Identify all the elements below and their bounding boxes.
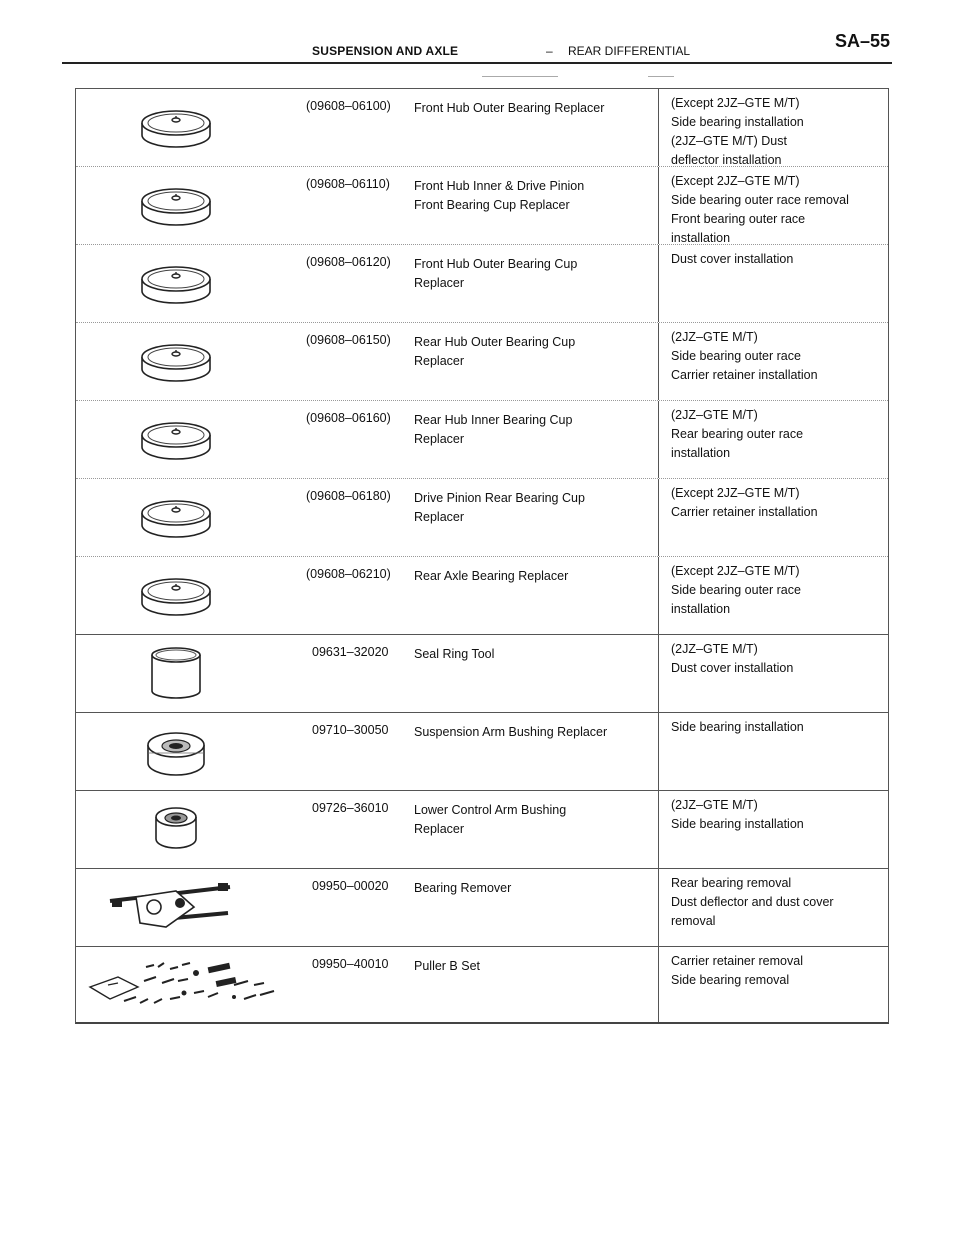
usage-text [671,796,804,834]
part-number: (09608–06100) [306,99,391,113]
usage-line: Front bearing outer race [671,212,806,226]
tool-name [414,333,575,371]
usage-line: Side bearing outer race [671,583,801,597]
usage-text [671,250,793,269]
usage-line: Carrier retainer removal [671,954,803,968]
tool-name-line: Replacer [414,510,465,524]
tool-name [414,99,604,118]
tool-name-line: Replacer [414,276,465,290]
tool-cell [76,479,659,556]
usage-line: Rear bearing outer race [671,427,804,441]
table-row [76,479,888,557]
tool-name-line: Drive Pinion Rear Bearing Cup [414,491,585,505]
bearing-replacer-icon [138,103,214,156]
usage-line: (Except 2JZ–GTE M/T) [671,174,800,188]
bearing-replacer-icon [138,259,214,312]
tool-cell [76,635,659,712]
usage-text [671,328,818,385]
usage-text [671,406,803,463]
table-row [76,713,888,791]
tool-name [414,489,585,527]
bearing-replacer-icon [138,571,214,624]
usage-line: Side bearing removal [671,973,790,987]
usage-text [671,952,803,990]
usage-line: (2JZ–GTE M/T) [671,642,758,656]
usage-line: Side bearing installation [671,720,804,734]
usage-line: Carrier retainer installation [671,368,818,382]
usage-line: Side bearing installation [671,817,804,831]
usage-line: (2JZ–GTE M/T) Dust [671,134,787,148]
tool-name-line: Lower Control Arm Bushing [414,803,567,817]
tool-cell [76,869,659,946]
table-row [76,245,888,323]
tool-name [414,645,494,664]
scan-mark [482,76,558,77]
bearing-remover-icon [106,877,236,942]
seal-ring-tool-icon [138,645,214,706]
usage-line: Side bearing outer race [671,349,801,363]
part-number: 09631–32020 [312,645,389,659]
part-number: (09608–06150) [306,333,391,347]
usage-text [671,562,801,619]
usage-line: Side bearing outer race removal [671,193,849,207]
usage-cell [659,167,888,244]
tool-cell [76,245,659,322]
usage-cell [659,791,888,868]
page-number: SA–55 [834,31,890,51]
usage-text [671,172,849,248]
bearing-replacer-icon [138,337,214,390]
usage-line: installation [671,231,731,245]
usage-text [671,640,793,678]
table-row [76,557,888,635]
tool-name [414,255,577,293]
tool-name-line: Front Hub Outer Bearing Replacer [414,101,605,115]
usage-line: Rear bearing removal [671,876,792,890]
part-number: (09608–06160) [306,411,391,425]
tool-name-line: Front Hub Outer Bearing Cup [414,257,578,271]
usage-cell [659,635,888,712]
part-number: 09726–36010 [312,801,389,815]
table-row [76,635,888,713]
usage-text [671,484,818,522]
table-row [76,947,888,1022]
table-row [76,89,888,167]
usage-cell [659,323,888,400]
control-arm-bushing-icon [138,799,214,860]
part-number: (09608–06180) [306,489,391,503]
usage-line: Dust deflector and dust cover [671,895,834,909]
part-number: 09950–00020 [312,879,389,893]
sst-table [75,88,889,1024]
bushing-replacer-icon [138,721,214,786]
part-number: (09608–06120) [306,255,391,269]
usage-line: Side bearing installation [671,115,804,129]
usage-line: Carrier retainer installation [671,505,818,519]
part-number: 09710–30050 [312,723,389,737]
tool-cell [76,557,659,634]
tool-cell [76,323,659,400]
usage-line: installation [671,602,731,616]
usage-cell [659,89,888,166]
page-header [62,28,892,64]
usage-line: (Except 2JZ–GTE M/T) [671,564,800,578]
header-separator: – [546,44,553,58]
table-row [76,401,888,479]
usage-line: (2JZ–GTE M/T) [671,408,758,422]
usage-text [671,718,804,737]
tool-name-line: Replacer [414,822,465,836]
tool-name-line: Front Bearing Cup Replacer [414,198,570,212]
tool-cell [76,167,659,244]
bearing-replacer-icon [138,181,214,234]
tool-name [414,411,572,449]
tool-name-line: Rear Hub Outer Bearing Cup [414,335,576,349]
tool-name-line: Suspension Arm Bushing Replacer [414,725,608,739]
usage-line: (2JZ–GTE M/T) [671,330,758,344]
tool-cell [76,791,659,868]
usage-text [671,94,804,170]
usage-line: installation [671,446,731,460]
usage-cell [659,401,888,478]
table-row [76,791,888,869]
tool-name [414,879,511,898]
usage-line: Dust cover installation [671,661,794,675]
scan-mark [648,76,674,77]
tool-name [414,957,480,976]
usage-cell [659,947,888,1022]
table-row [76,869,888,947]
tool-name-line: Rear Axle Bearing Replacer [414,569,569,583]
tool-name-line: Bearing Remover [414,881,512,895]
bearing-replacer-icon [138,415,214,468]
header-subsection-title: REAR DIFFERENTIAL [568,44,691,58]
tool-name-line: Replacer [414,432,465,446]
usage-line: removal [671,914,716,928]
usage-line: Dust cover installation [671,252,794,266]
tool-cell [76,401,659,478]
usage-cell [659,479,888,556]
table-row [76,323,888,401]
tool-cell [76,947,659,1022]
part-number: (09608–06110) [306,177,390,191]
usage-line: (2JZ–GTE M/T) [671,798,758,812]
tool-name-line: Puller B Set [414,959,481,973]
tool-name [414,567,568,586]
tool-name [414,801,566,839]
usage-text [671,874,834,931]
tool-cell [76,713,659,790]
usage-line: (Except 2JZ–GTE M/T) [671,96,800,110]
usage-cell [659,713,888,790]
tool-name [414,177,584,215]
puller-set-icon [84,953,284,1018]
part-number: (09608–06210) [306,567,391,581]
tool-name-line: Seal Ring Tool [414,647,495,661]
table-row [76,167,888,245]
tool-cell [76,89,659,166]
usage-line: (Except 2JZ–GTE M/T) [671,486,800,500]
usage-cell [659,245,888,322]
part-number: 09950–40010 [312,957,389,971]
tool-name-line: Replacer [414,354,465,368]
header-section-title: SUSPENSION AND AXLE [312,44,459,58]
usage-line: deflector installation [671,153,782,167]
tool-name-line: Front Hub Inner & Drive Pinion [414,179,585,193]
usage-cell [659,557,888,634]
tool-name [414,723,607,742]
usage-cell [659,869,888,946]
tool-name-line: Rear Hub Inner Bearing Cup [414,413,573,427]
bearing-replacer-icon [138,493,214,546]
